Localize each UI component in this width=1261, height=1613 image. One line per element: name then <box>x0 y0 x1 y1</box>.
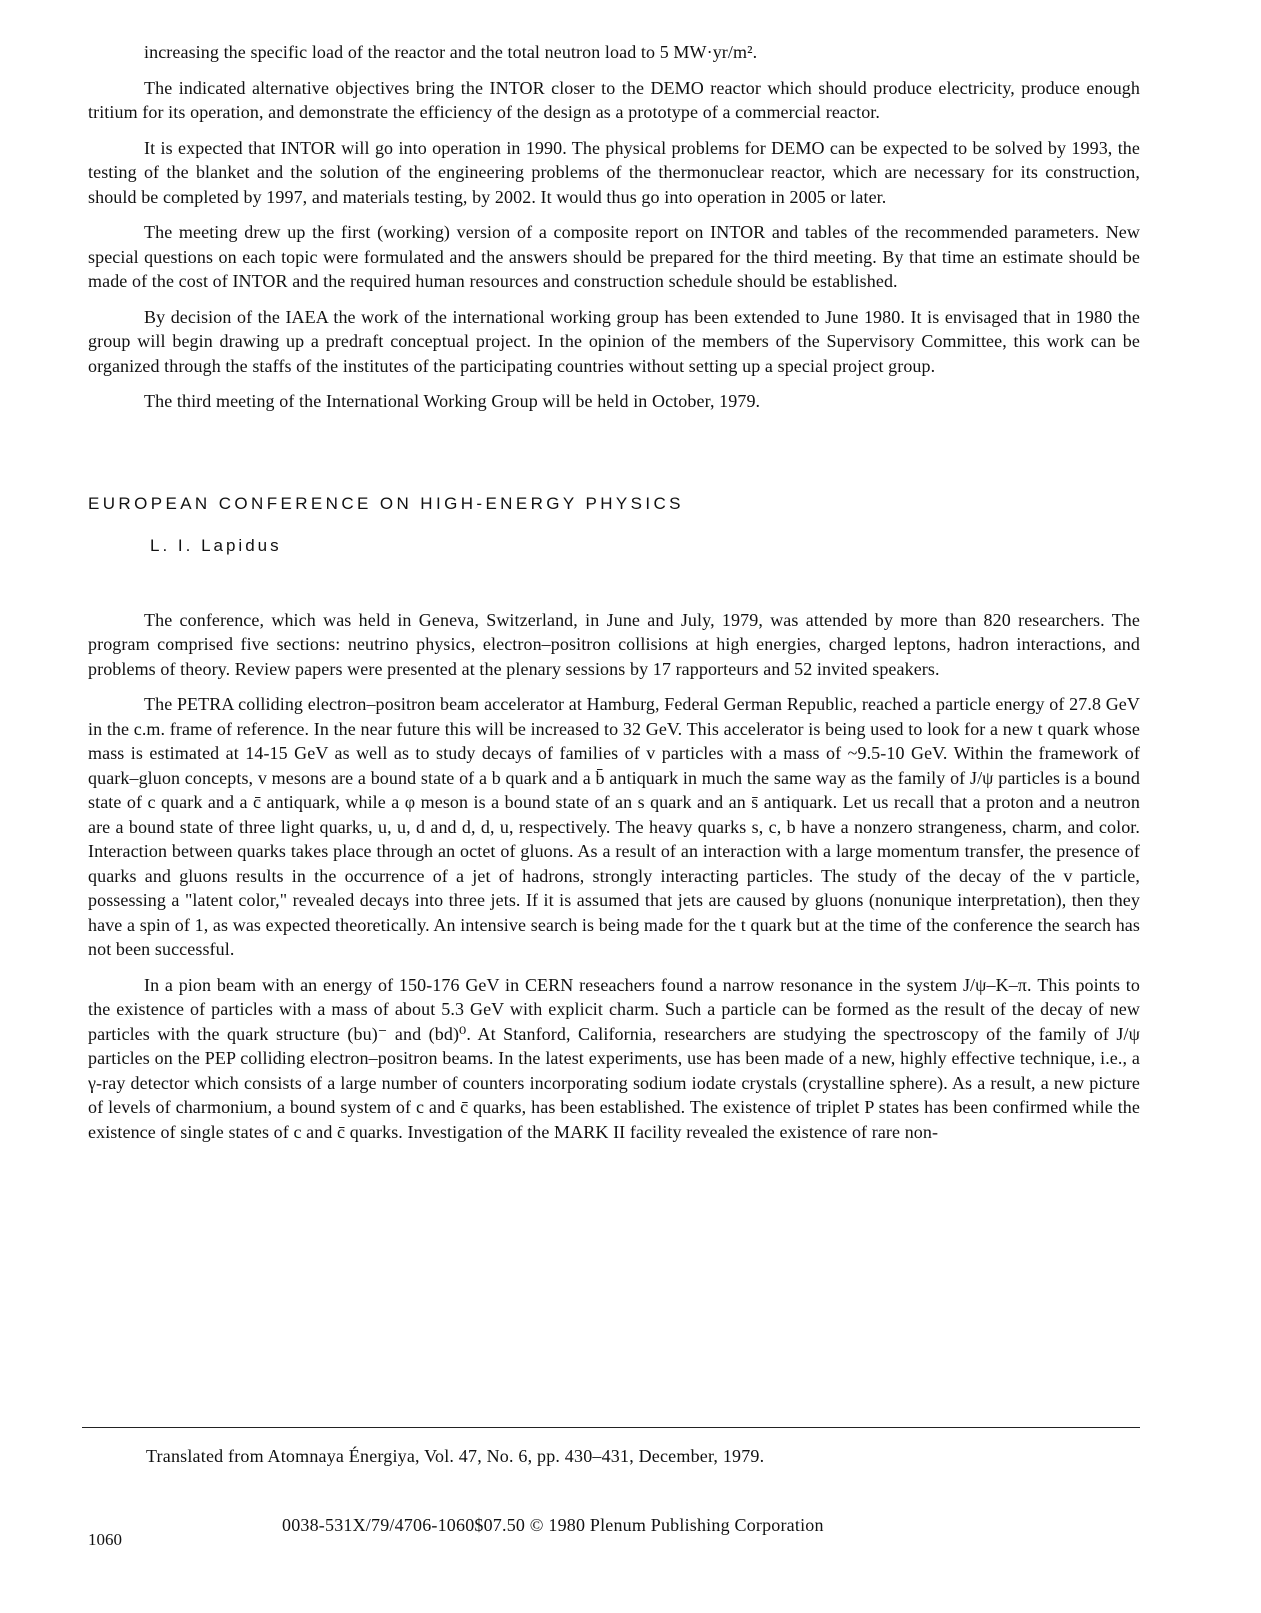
previous-article-tail <box>88 40 1140 414</box>
paragraph: It is expected that INTOR will go into operation in 1990. The physical problems for DEMO can be expected to be solved by 1993, the testing of the blanket and the solution of the engineering problems of the thermonuclear reactor, which are necessary for its construction, should be completed by 1997, and materials testing, by 2002. It would thus go into operation in 2005 or later. <box>88 137 1140 207</box>
paragraph: The third meeting of the International Working Group will be held in October, 1979. <box>144 391 761 411</box>
paragraph: increasing the specific load of the reactor and the total neutron load to 5 MW·yr/m². <box>144 42 758 62</box>
page-number: 1060 <box>88 1530 122 1549</box>
paragraph: The indicated alternative objectives bring the INTOR closer to the DEMO reactor which should produce electricity, produce enough tritium for its operation, and demonstrate the efficiency of the design as a prototype of a commercial reactor. <box>88 77 1140 122</box>
paragraph: By decision of the IAEA the work of the international working group has been extended to June 1980. It is envisaged that in 1980 the group will begin drawing up a predraft conceptual project. In the opinion of the members of the Supervisory Committee, this work can be organized through the staffs of the institutes of the participating countries without setting up a special project group. <box>88 306 1140 376</box>
article-body <box>88 608 1140 1145</box>
paragraph: The conference, which was held in Geneva, Switzerland, in June and July, 1979, was attended by more than 820 researchers. The program comprised five sections: neutrino physics, electron–positron collisions at high energies, charged leptons, hadron interactions, and problems of theory. Review papers were presented at the plenary sessions by 17 rapporteurs and 52 invited speakers. <box>88 609 1140 679</box>
article-title: EUROPEAN CONFERENCE ON HIGH-ENERGY PHYSICS <box>88 493 684 513</box>
footnote-divider <box>82 1427 1140 1428</box>
article-author: L. I. Lapidus <box>150 535 282 555</box>
paragraph: The meeting drew up the first (working) version of a composite report on INTOR and tables of the recommended parameters. New special questions on each topic were formulated and the answers should be prepared for the third meeting. By that time an estimate should be made of the cost of INTOR and the required human resources and construction schedule should be established. <box>88 222 1140 291</box>
copyright-line: 0038-531X/79/4706-1060$07.50 © 1980 Plenum Publishing Corporation <box>282 1515 824 1535</box>
paragraph: In a pion beam with an energy of 150-176 GeV in CERN reseachers found a narrow resonance in the system J/ψ–K–π. This points to the existence of particles with a mass of about 5.3 GeV with explicit charm. Such a particle can be formed as the result of the decay of new particles with the quark structure (bu)⁻ and (bd)⁰. At Stanford, California, researchers are studying the spectroscopy of the family of J/ψ particles on the PEP colliding electron–positron beams. In the latest experiments, use has been made of a new, highly effective technique, i.e., a γ-ray detector which consists of a large number of counters incorporating sodium iodate crystals (crystalline sphere). As a result, a new picture of levels of charmonium, a bound system of c and c̄ quarks, has been established. The existence of triplet P states has been confirmed while the existence of single states of c and c̄ quarks. Investigation of the MARK II facility revealed the existence of rare non- <box>88 974 1140 1142</box>
page-body <box>88 40 1140 1155</box>
paragraph: The PETRA colliding electron–positron beam accelerator at Hamburg, Federal German Republic, reached a particle energy of 27.8 GeV in the c.m. frame of reference. In the near future this will be increased to 32 GeV. This accelerator is being used to look for a new t quark whose mass is estimated at 14-15 GeV as well as to study decays of families of v particles with a mass of ~9.5-10 GeV. Within the framework of quark–gluon concepts, v mesons are a bound state of a b quark and a b̄ antiquark in much the same way as the family of J/ψ particles is a bound state of c quark and a c̄ antiquark, while a φ meson is a bound state of an s quark and an s̄ antiquark. Let us recall that a proton and a neutron are a bound state of three light quarks, u, u, d and d, d, u, respectively. The heavy quarks s, c, b have a nonzero strangeness, charm, and color. Interaction between quarks takes place through an octet of gluons. As a result of an interaction with a large momentum transfer, the presence of quarks and gluons results in the occurrence of a jet of hadrons, strongly interacting particles. The study of the decay of the v particle, possessing a "latent color," revealed decays into three jets. If it is assumed that jets are caused by gluons (nonunique interpretation), then they have a spin of 1, as was expected theoretically. An intensive search is being made for the t quark but at the time of the conference the search has not been successful. <box>88 694 1140 959</box>
translation-footnote: Translated from Atomnaya Énergiya, Vol. 47, No. 6, pp. 430–431, December, 1979. <box>146 1446 765 1466</box>
